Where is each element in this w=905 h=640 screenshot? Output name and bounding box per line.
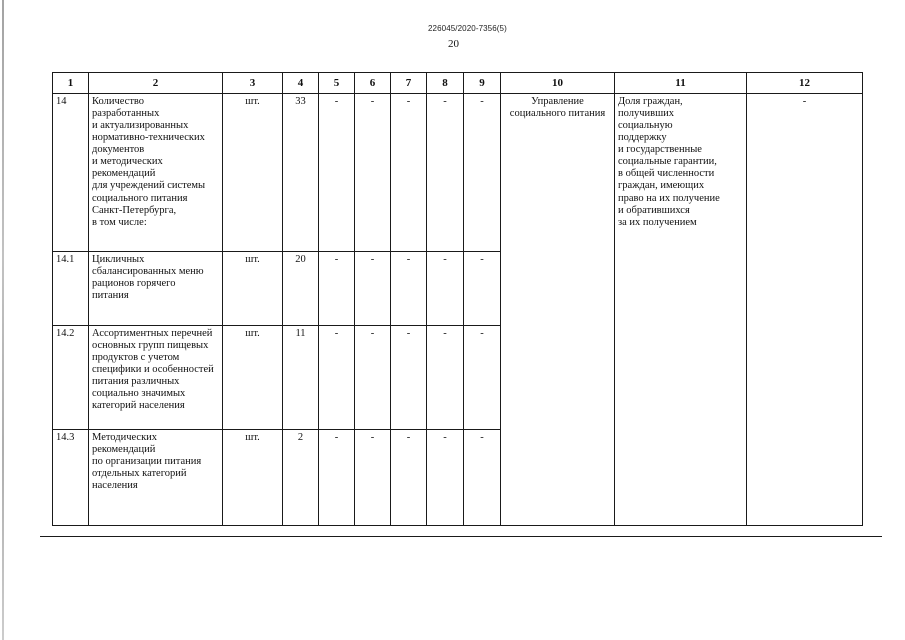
table-bottom-rule — [40, 536, 882, 537]
row-indicator-name: Количество разработанных и актуализированных нормативно-технических документов и методических рекомендаций для учреждений системы социального питания Санкт-Петербурга, в том числе: — [89, 94, 223, 252]
row-col7: - — [391, 430, 427, 526]
row-col5: - — [319, 252, 355, 326]
row-col6: - — [355, 252, 391, 326]
row-unit: шт. — [223, 430, 283, 526]
row-number: 14 — [53, 94, 89, 252]
row-number: 14.2 — [53, 326, 89, 430]
col-header-1: 1 — [53, 73, 89, 94]
row-value: 11 — [283, 326, 319, 430]
scan-margin-line — [2, 0, 4, 640]
row-col5: - — [319, 430, 355, 526]
col-header-11: 11 — [615, 73, 747, 94]
col-header-4: 4 — [283, 73, 319, 94]
header-row — [53, 73, 863, 94]
target-indicator: Доля граждан, получивших социальную поддержку и государственные социальные гарантии, в общей численности граждан, имеющих право на их получение и обратившихся за их получением — [615, 94, 747, 526]
col-header-10: 10 — [501, 73, 615, 94]
row-col6: - — [355, 326, 391, 430]
col-header-8: 8 — [427, 73, 464, 94]
row-number: 14.1 — [53, 252, 89, 326]
page-number: 20 — [448, 38, 459, 50]
col-header-9: 9 — [464, 73, 501, 94]
col-header-7: 7 — [391, 73, 427, 94]
row-indicator-name: Методических рекомендаций по организации питания отдельных категорий населения — [89, 430, 223, 526]
row-col8: - — [427, 430, 464, 526]
row-col5: - — [319, 94, 355, 252]
row-value: 2 — [283, 430, 319, 526]
row-col7: - — [391, 326, 427, 430]
row-col5: - — [319, 326, 355, 430]
col-header-5: 5 — [319, 73, 355, 94]
row-col7: - — [391, 252, 427, 326]
row-col8: - — [427, 326, 464, 430]
row-col7: - — [391, 94, 427, 252]
col-header-3: 3 — [223, 73, 283, 94]
row-col9: - — [464, 326, 501, 430]
row-unit: шт. — [223, 94, 283, 252]
row-indicator-name: Цикличных сбалансированных меню рационов горячего питания — [89, 252, 223, 326]
row-value: 20 — [283, 252, 319, 326]
row-col6: - — [355, 94, 391, 252]
col-header-2: 2 — [89, 73, 223, 94]
row-col9: - — [464, 94, 501, 252]
table-row — [53, 94, 863, 252]
indicators-table — [52, 72, 863, 526]
row-col8: - — [427, 94, 464, 252]
row-col9: - — [464, 252, 501, 326]
col-header-12: 12 — [747, 73, 863, 94]
responsible-executor: Управление социального питания — [501, 94, 615, 526]
col-header-6: 6 — [355, 73, 391, 94]
col12-value: - — [747, 94, 863, 526]
row-col9: - — [464, 430, 501, 526]
row-unit: шт. — [223, 252, 283, 326]
document-id: 226045/2020-7356(5) — [428, 24, 507, 33]
row-number: 14.3 — [53, 430, 89, 526]
row-indicator-name: Ассортиментных перечней основных групп пищевых продуктов с учетом специфики и особенностей питания различных социально значимых категорий населения — [89, 326, 223, 430]
row-col6: - — [355, 430, 391, 526]
row-unit: шт. — [223, 326, 283, 430]
row-col8: - — [427, 252, 464, 326]
row-value: 33 — [283, 94, 319, 252]
